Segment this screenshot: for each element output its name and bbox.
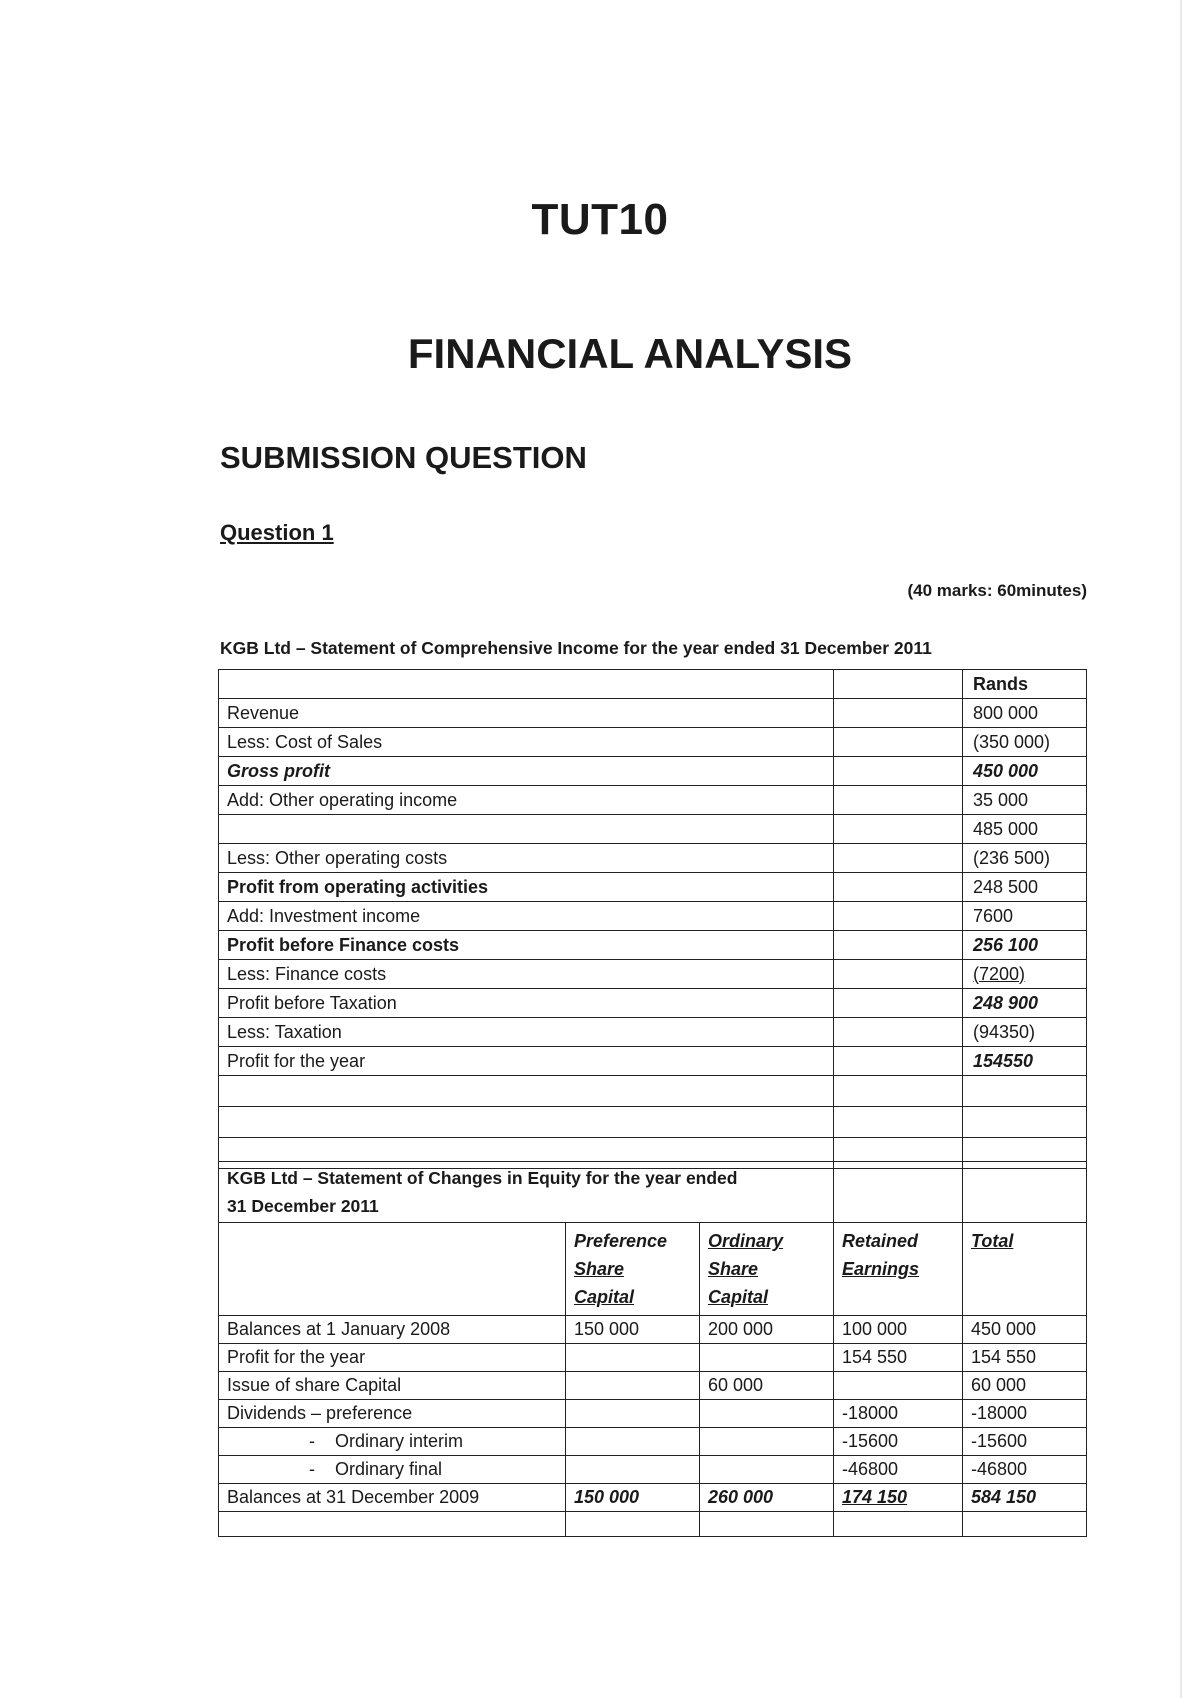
row-label: Profit for the year xyxy=(219,1344,566,1372)
table-row xyxy=(219,1316,1087,1344)
section-heading: SUBMISSION QUESTION xyxy=(220,440,587,475)
row-amount: 154550 xyxy=(963,1047,1087,1076)
row-amount: 450 000 xyxy=(963,757,1087,786)
blank-row xyxy=(219,1512,1087,1537)
cell-pref xyxy=(566,1372,700,1400)
bullet-dash: - xyxy=(309,1431,315,1451)
row-amount: 248 900 xyxy=(963,989,1087,1018)
row-amount: (7200) xyxy=(963,960,1087,989)
income-statement-table xyxy=(218,669,1087,1169)
row-label: Less: Taxation xyxy=(219,1018,834,1047)
blank-cell xyxy=(834,1076,963,1107)
header-line: Preference xyxy=(574,1231,668,1251)
blank-cell xyxy=(963,1512,1087,1537)
blank-cell xyxy=(834,1162,963,1223)
spacer-cell xyxy=(834,989,963,1018)
cell-ret xyxy=(834,1372,963,1400)
cell-ret: 100 000 xyxy=(834,1316,963,1344)
blank-cell xyxy=(700,1512,834,1537)
blank-row xyxy=(219,1107,1087,1138)
table-row xyxy=(219,1344,1087,1372)
cell-ret: 174 150 xyxy=(834,1484,963,1512)
blank-cell xyxy=(219,1512,566,1537)
column-header-ordinary xyxy=(700,1223,834,1316)
table-row xyxy=(219,1018,1087,1047)
spacer-cell xyxy=(834,757,963,786)
row-label: Less: Finance costs xyxy=(219,960,834,989)
table-row xyxy=(219,873,1087,902)
table-row xyxy=(219,960,1087,989)
table-row xyxy=(219,931,1087,960)
row-amount: 800 000 xyxy=(963,699,1087,728)
row-amount: 256 100 xyxy=(963,931,1087,960)
blank-cell xyxy=(834,1512,963,1537)
cell-pref xyxy=(566,1344,700,1372)
blank-cell xyxy=(963,1162,1087,1223)
row-label: Revenue xyxy=(219,699,834,728)
row-label: Add: Other operating income xyxy=(219,786,834,815)
cell-ord: 200 000 xyxy=(700,1316,834,1344)
header-line: Share xyxy=(574,1259,625,1279)
row-label: Dividends – preference xyxy=(219,1400,566,1428)
cell-ord xyxy=(700,1344,834,1372)
document-title: TUT10 xyxy=(531,195,669,244)
header-line: Total xyxy=(971,1231,1014,1251)
row-label: Gross profit xyxy=(219,757,834,786)
row-amount: (94350) xyxy=(963,1018,1087,1047)
cell-ord xyxy=(700,1456,834,1484)
equity-title-line-2: 31 December 2011 xyxy=(227,1196,379,1216)
blank-cell xyxy=(963,1076,1087,1107)
column-header-retained xyxy=(834,1223,963,1316)
equity-title-row xyxy=(219,1162,1087,1223)
table-row xyxy=(219,757,1087,786)
spacer-cell xyxy=(834,815,963,844)
spacer-cell xyxy=(834,960,963,989)
blank-row xyxy=(219,1076,1087,1107)
equity-statement-table xyxy=(218,1161,1087,1537)
row-label: Profit before Taxation xyxy=(219,989,834,1018)
cell-ret: -15600 xyxy=(834,1428,963,1456)
column-header-total xyxy=(963,1223,1087,1316)
spacer-cell xyxy=(834,902,963,931)
header-line: Ordinary xyxy=(708,1231,784,1251)
row-amount: 35 000 xyxy=(963,786,1087,815)
cell-ret: 154 550 xyxy=(834,1344,963,1372)
column-header-rands: Rands xyxy=(963,670,1087,699)
table-row xyxy=(219,1484,1087,1512)
document-subtitle: FINANCIAL ANALYSIS xyxy=(407,330,853,377)
row-label: Balances at 1 January 2008 xyxy=(219,1316,566,1344)
header-line: Retained xyxy=(842,1231,919,1251)
header-line: Share xyxy=(708,1259,759,1279)
cell-ord: 260 000 xyxy=(700,1484,834,1512)
table-row xyxy=(219,670,1087,699)
row-label: Balances at 31 December 2009 xyxy=(219,1484,566,1512)
spacer-cell xyxy=(834,873,963,902)
column-header-preference xyxy=(566,1223,700,1316)
spacer-cell xyxy=(834,844,963,873)
cell-total: -46800 xyxy=(963,1456,1087,1484)
marks-note: (40 marks: 60minutes) xyxy=(907,581,1087,600)
equity-header-row xyxy=(219,1223,1087,1316)
row-label: Ordinary interim xyxy=(335,1431,464,1451)
row-label: Less: Cost of Sales xyxy=(219,728,834,757)
table-row xyxy=(219,815,1087,844)
cell-total: 584 150 xyxy=(963,1484,1087,1512)
row-amount: 248 500 xyxy=(963,873,1087,902)
row-label xyxy=(219,815,834,844)
spacer-cell xyxy=(834,786,963,815)
spacer-cell xyxy=(834,1047,963,1076)
cell-ord xyxy=(700,1400,834,1428)
table-row xyxy=(219,1047,1087,1076)
cell-ord xyxy=(700,1428,834,1456)
bullet-dash: - xyxy=(309,1459,315,1479)
row-label-indented xyxy=(219,1456,566,1484)
header-line: Capital xyxy=(708,1287,769,1307)
row-label: Profit before Finance costs xyxy=(219,931,834,960)
blank-cell xyxy=(963,1107,1087,1138)
spacer-cell xyxy=(834,699,963,728)
blank-cell xyxy=(566,1512,700,1537)
row-label: Issue of share Capital xyxy=(219,1372,566,1400)
cell-ret: -46800 xyxy=(834,1456,963,1484)
blank-cell xyxy=(834,1107,963,1138)
table-row xyxy=(219,1400,1087,1428)
blank-cell xyxy=(219,1076,834,1107)
cell-pref xyxy=(566,1456,700,1484)
question-heading: Question 1 xyxy=(220,520,334,545)
blank-header xyxy=(219,1223,566,1316)
table-row xyxy=(219,1372,1087,1400)
row-label: Profit from operating activities xyxy=(219,873,834,902)
equity-title-line-1: KGB Ltd – Statement of Changes in Equity for the year ended xyxy=(227,1168,738,1188)
cell-pref: 150 000 xyxy=(566,1484,700,1512)
spacer-cell xyxy=(834,931,963,960)
cell-pref xyxy=(566,1428,700,1456)
spacer-cell xyxy=(834,1018,963,1047)
cell-total: 60 000 xyxy=(963,1372,1087,1400)
equity-statement-title xyxy=(219,1162,834,1223)
cell-total: 450 000 xyxy=(963,1316,1087,1344)
label-cell xyxy=(219,670,834,699)
cell-ret: -18000 xyxy=(834,1400,963,1428)
row-label: Add: Investment income xyxy=(219,902,834,931)
row-label-indented xyxy=(219,1428,566,1456)
cell-total: 154 550 xyxy=(963,1344,1087,1372)
cell-total: -15600 xyxy=(963,1428,1087,1456)
cell-ord: 60 000 xyxy=(700,1372,834,1400)
spacer-cell xyxy=(834,670,963,699)
row-label: Ordinary final xyxy=(335,1459,443,1479)
spacer-cell xyxy=(834,728,963,757)
table-row xyxy=(219,1428,1087,1456)
table-row xyxy=(219,844,1087,873)
cell-pref xyxy=(566,1400,700,1428)
table-row xyxy=(219,1456,1087,1484)
cell-total: -18000 xyxy=(963,1400,1087,1428)
table-row xyxy=(219,902,1087,931)
table-row xyxy=(219,728,1087,757)
header-line: Capital xyxy=(574,1287,635,1307)
row-amount: 485 000 xyxy=(963,815,1087,844)
header-line: Earnings xyxy=(842,1259,920,1279)
table-row xyxy=(219,786,1087,815)
row-label: Less: Other operating costs xyxy=(219,844,834,873)
table-row xyxy=(219,989,1087,1018)
row-amount: 7600 xyxy=(963,902,1087,931)
table-row xyxy=(219,699,1087,728)
cell-pref: 150 000 xyxy=(566,1316,700,1344)
page-edge xyxy=(1180,0,1182,1698)
row-label: Profit for the year xyxy=(219,1047,834,1076)
income-statement-title: KGB Ltd – Statement of Comprehensive Income for the year ended 31 December 2011 xyxy=(220,638,932,658)
row-amount: (236 500) xyxy=(963,844,1087,873)
row-amount: (350 000) xyxy=(963,728,1087,757)
blank-cell xyxy=(219,1107,834,1138)
